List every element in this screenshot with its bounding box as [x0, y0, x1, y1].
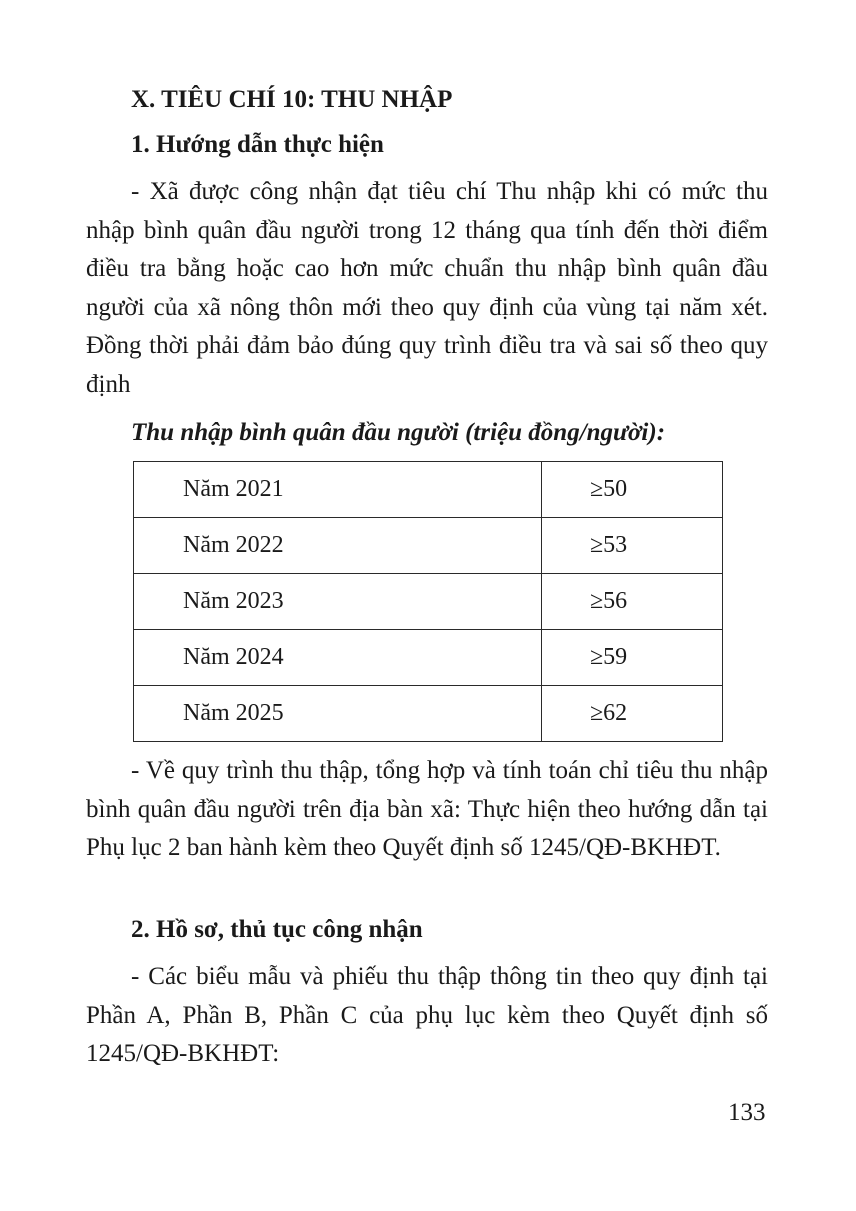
table-cell-year: Năm 2022	[134, 518, 542, 574]
table-row	[134, 518, 723, 574]
income-table	[133, 461, 723, 742]
table-cell-year: Năm 2025	[134, 686, 542, 742]
table-cell-year: Năm 2023	[134, 574, 542, 630]
section-title: X. TIÊU CHÍ 10: THU NHẬP	[131, 86, 453, 113]
table-cell-value: ≥59	[542, 630, 723, 686]
paragraph-criteria	[86, 173, 768, 404]
table-cell-value: ≥50	[542, 462, 723, 518]
subsection-title-guidance: 1. Hướng dẫn thực hiện	[131, 131, 384, 158]
table-cell-value: ≥53	[542, 518, 723, 574]
paragraph-forms	[86, 958, 768, 1074]
page-number: 133	[728, 1099, 766, 1126]
subsection-title-dossier: 2. Hồ sơ, thủ tục công nhận	[131, 916, 423, 943]
paragraph-forms-text: - Các biểu mẫu và phiếu thu thập thông tin theo quy định tại Phần A, Phần B, Phần C của phụ lục kèm theo Quyết định số 1245/QĐ-BKHĐT:	[86, 963, 768, 1067]
table-row	[134, 574, 723, 630]
table-cell-value: ≥62	[542, 686, 723, 742]
table-cell-value: ≥56	[542, 574, 723, 630]
table-cell-year: Năm 2021	[134, 462, 542, 518]
table-row	[134, 630, 723, 686]
table-cell-year: Năm 2024	[134, 630, 542, 686]
paragraph-criteria-text: - Xã được công nhận đạt tiêu chí Thu nhập khi có mức thu nhập bình quân đầu người trong 12 tháng qua tính đến thời điểm điều tra bằng hoặc cao hơn mức chuẩn thu nhập bình quân đầu người của xã nông thôn mới theo quy định của vùng tại năm xét. Đồng thời phải đảm bảo đúng quy trình điều tra và sai số theo quy định	[86, 178, 768, 398]
paragraph-procedure-text: - Về quy trình thu thập, tổng hợp và tính toán chỉ tiêu thu nhập bình quân đầu người trên địa bàn xã: Thực hiện theo hướng dẫn tại Phụ lục 2 ban hành kèm theo Quyết định số 1245/QĐ-BKHĐT.	[86, 757, 768, 861]
table-caption: Thu nhập bình quân đầu người (triệu đồng/người):	[131, 419, 666, 446]
paragraph-procedure	[86, 752, 768, 868]
table-row	[134, 686, 723, 742]
table-row	[134, 462, 723, 518]
